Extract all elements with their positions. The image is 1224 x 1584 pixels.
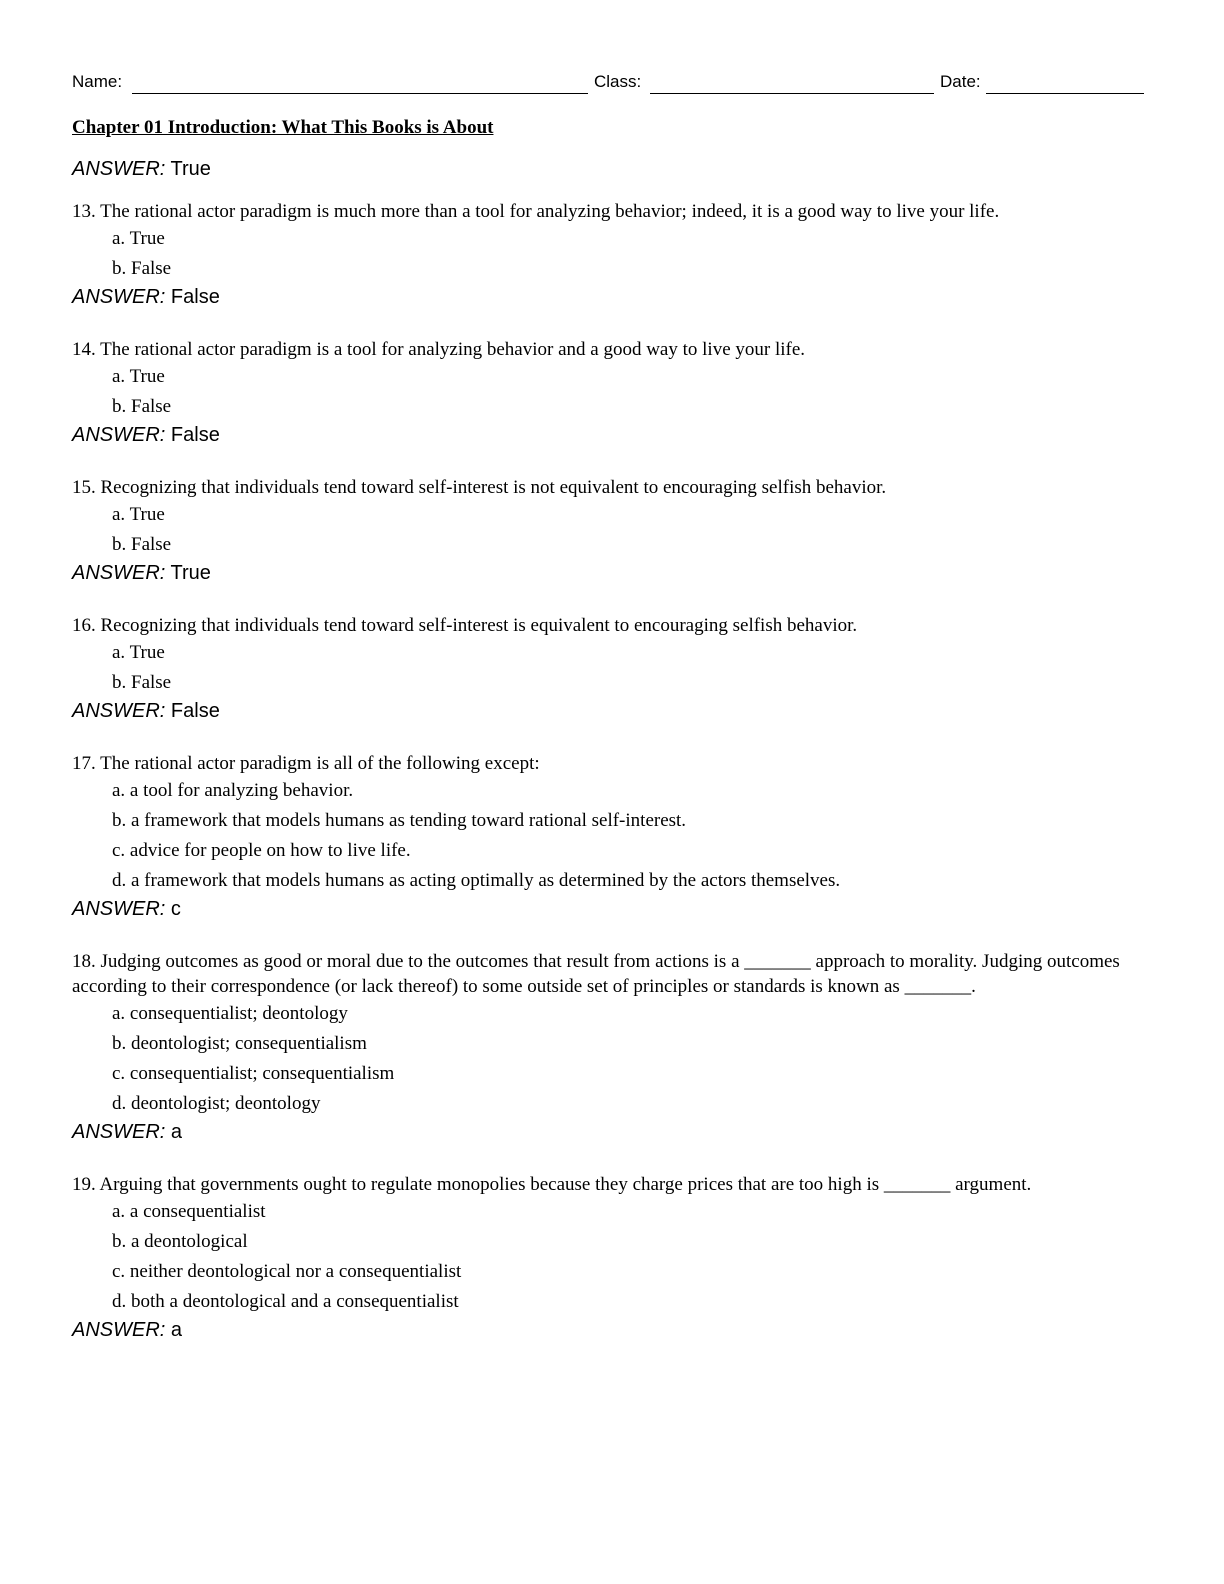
question-14 xyxy=(72,337,1144,422)
question-17 xyxy=(72,751,1144,896)
worksheet-page xyxy=(72,70,1144,1343)
question-stem: 17. The rational actor paradigm is all of the following except: xyxy=(72,753,540,774)
option-a: a. a tool for analyzing behavior. xyxy=(112,780,354,801)
answer-value: False xyxy=(170,700,220,722)
option-a: a. True xyxy=(112,504,165,525)
date-field-line xyxy=(986,93,1144,94)
header-fields xyxy=(72,70,1144,98)
answer-value: True xyxy=(170,562,211,584)
answer-value: True xyxy=(170,158,211,180)
option-c: c. advice for people on how to live life. xyxy=(112,840,411,861)
option-a: a. a consequentialist xyxy=(112,1201,266,1222)
question-stem: 15. Recognizing that individuals tend toward self-interest is not equivalent to encouraging selfish behavior. xyxy=(72,477,887,498)
option-a: a. True xyxy=(112,366,165,387)
option-b: b. False xyxy=(112,672,172,693)
options-list xyxy=(112,1197,1144,1317)
option-c: c. neither deontological nor a consequentialist xyxy=(112,1261,462,1282)
question-stem: 18. Judging outcomes as good or moral due to the outcomes that result from actions is a _______ approach to morality. Judging outcomes according to their correspondence (or lack thereof) to some outside set of principles or standards is known as _______. xyxy=(72,951,1120,997)
answer-label: ANSWER: xyxy=(72,286,166,308)
answer-label: ANSWER: xyxy=(72,700,166,722)
option-d: d. deontologist; deontology xyxy=(112,1093,321,1114)
name-label: Name: xyxy=(72,72,123,91)
question-13 xyxy=(72,199,1144,284)
question-18 xyxy=(72,949,1144,1119)
options-list xyxy=(112,999,1144,1119)
answer-line xyxy=(72,1119,1144,1145)
options-list xyxy=(112,776,1144,896)
answer-line xyxy=(72,422,1144,448)
answer-label: ANSWER: xyxy=(72,562,166,584)
question-stem: 16. Recognizing that individuals tend toward self-interest is equivalent to encouraging selfish behavior. xyxy=(72,615,858,636)
question-stem: 19. Arguing that governments ought to regulate monopolies because they charge prices that are too high is _______ argument. xyxy=(72,1174,1032,1195)
option-b: b. False xyxy=(112,534,172,555)
options-list xyxy=(112,224,1144,284)
option-a: a. True xyxy=(112,228,165,249)
answer-line xyxy=(72,284,1144,310)
class-field-line xyxy=(650,93,934,94)
class-label: Class: xyxy=(594,72,642,91)
question-19 xyxy=(72,1172,1144,1317)
option-b: b. deontologist; consequentialism xyxy=(112,1033,367,1054)
answer-value: c xyxy=(170,898,181,920)
option-b: b. a deontological xyxy=(112,1231,248,1252)
option-b: b. False xyxy=(112,396,172,417)
answer-line xyxy=(72,156,1144,182)
answer-value: a xyxy=(170,1121,183,1143)
question-15 xyxy=(72,475,1144,560)
answer-value: False xyxy=(170,424,220,446)
answer-line xyxy=(72,1317,1144,1343)
question-stem: 13. The rational actor paradigm is much more than a tool for analyzing behavior; indeed, it is a good way to live your life. xyxy=(72,201,1000,222)
option-b: b. False xyxy=(112,258,172,279)
option-d: d. a framework that models humans as acting optimally as determined by the actors themselves. xyxy=(112,870,841,891)
answer-line xyxy=(72,698,1144,724)
answer-label: ANSWER: xyxy=(72,158,166,180)
answer-value: False xyxy=(170,286,220,308)
answer-line xyxy=(72,896,1144,922)
answer-label: ANSWER: xyxy=(72,898,166,920)
chapter-title: Chapter 01 Introduction: What This Books is About xyxy=(72,117,494,138)
name-field-line xyxy=(132,93,588,94)
options-list xyxy=(112,362,1144,422)
option-a: a. consequentialist; deontology xyxy=(112,1003,348,1024)
option-d: d. both a deontological and a consequentialist xyxy=(112,1291,459,1312)
option-c: c. consequentialist; consequentialism xyxy=(112,1063,395,1084)
question-16 xyxy=(72,613,1144,698)
option-a: a. True xyxy=(112,642,165,663)
answer-label: ANSWER: xyxy=(72,1121,166,1143)
question-stem: 14. The rational actor paradigm is a tool for analyzing behavior and a good way to live your life. xyxy=(72,339,806,360)
options-list xyxy=(112,638,1144,698)
answer-label: ANSWER: xyxy=(72,424,166,446)
date-label: Date: xyxy=(940,72,981,91)
answer-line xyxy=(72,560,1144,586)
options-list xyxy=(112,500,1144,560)
answer-value: a xyxy=(170,1319,183,1341)
answer-label: ANSWER: xyxy=(72,1319,166,1341)
option-b: b. a framework that models humans as tending toward rational self-interest. xyxy=(112,810,687,831)
